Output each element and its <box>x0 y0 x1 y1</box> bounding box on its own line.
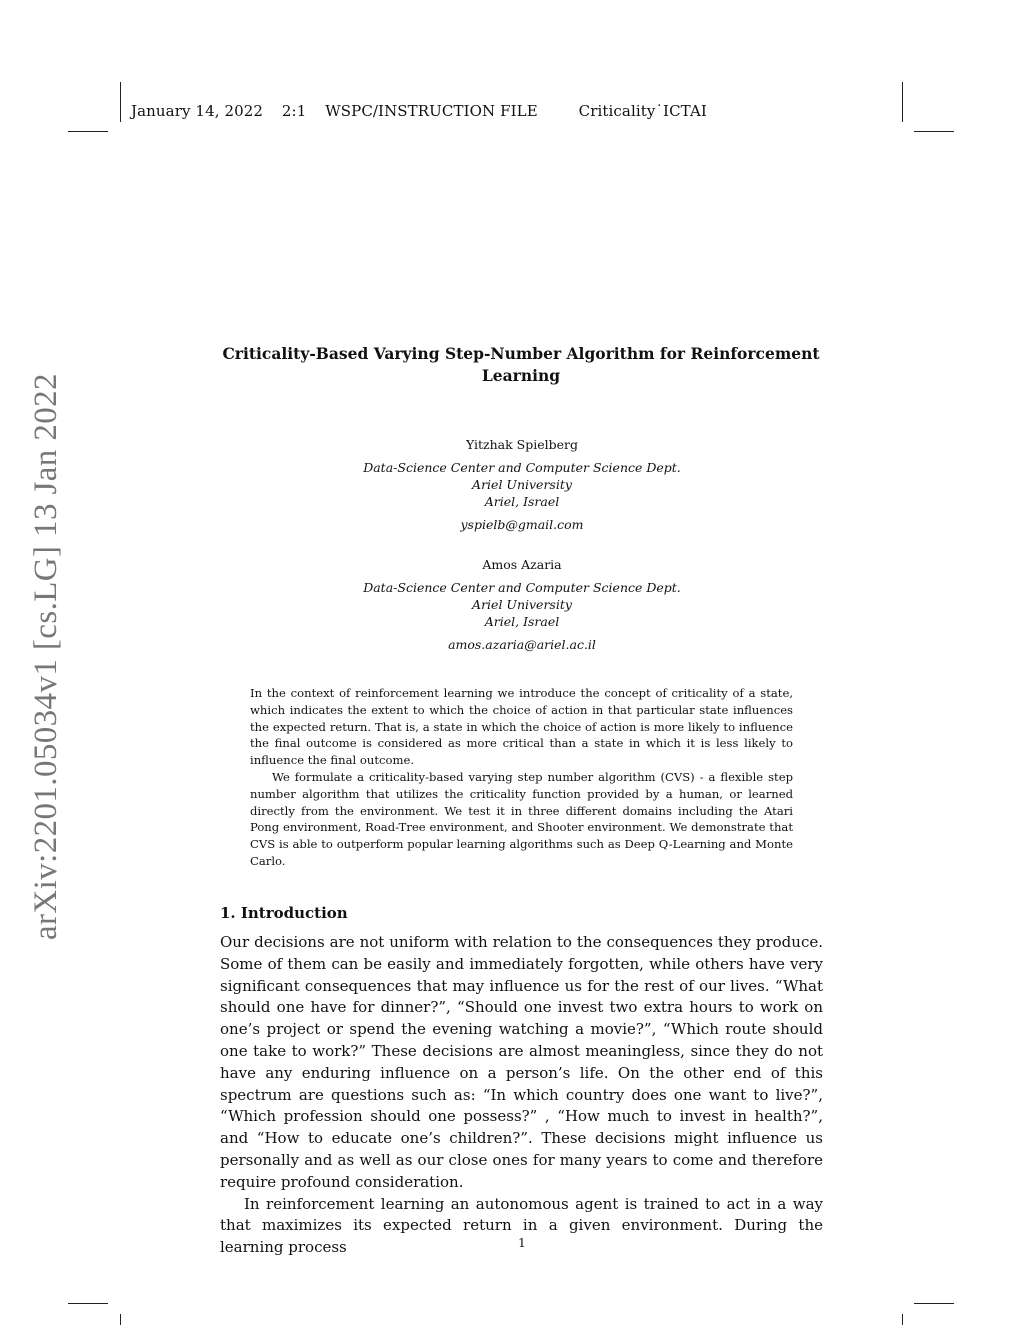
author-affiliation: Data-Science Center and Computer Science Dept. <box>363 460 681 475</box>
author-email: amos.azaria@ariel.ac.il <box>448 637 596 652</box>
crop-mark-top-left-horizontal <box>68 131 108 132</box>
running-head-file-type: WSPC/INSTRUCTION FILE <box>325 102 538 120</box>
running-head <box>131 102 721 120</box>
author-affiliation: Data-Science Center and Computer Science Dept. <box>363 580 681 595</box>
paper-title: Criticality-Based Varying Step-Number Algorithm for Reinforcement Learning <box>222 344 820 385</box>
body-paragraph: Our decisions are not uniform with relation to the consequences they produce. Some of them can be easily and immediately forgotten, while others have very significant consequences that may influence us for the rest of our lives. “What should one have for dinner?”, “Should one invest two extra hours to work on one’s project or spend the evening watching a movie?”, “Which route should one take to work?” These decisions are almost meaningless, since they do not have any enduring influence on a person’s life. On the other end of this spectrum are questions such as: “In which country does one want to live?”, “Which profession should one possess?” , “How much to invest in health?”, and “How to educate one’s children?”. These decisions might influence us personally and as well as our close ones for many years to come and therefore require profound consideration. <box>220 933 823 1191</box>
author-block-1 <box>222 436 822 533</box>
section-heading-introduction: 1. Introduction <box>220 904 348 922</box>
author-affiliation: Ariel, Israel <box>484 614 560 629</box>
author-name: Yitzhak Spielberg <box>465 437 579 452</box>
body-paragraph: In reinforcement learning an autonomous agent is trained to act in a way that maximizes its expected return in a given environment. During the learning process <box>220 1194 823 1257</box>
crop-mark-top-right-vertical <box>902 82 903 122</box>
crop-mark-bottom-right-horizontal <box>914 1303 954 1304</box>
author-affiliation: Ariel University <box>472 477 572 492</box>
author-block-2 <box>222 556 822 653</box>
author-name: Amos Azaria <box>482 557 562 572</box>
abstract-paragraph: In the context of reinforcement learning we introduce the concept of criticality of a state, which indicates the extent to which the choice of action in that particular state influences the expected return. That is, a state in which the choice of action is more likely to influence the final outcome is considered as more critical than a state in which it is less likely to influence the final outcome. <box>250 686 793 768</box>
author-affiliation: Ariel University <box>472 597 572 612</box>
running-head-time: 2:1 <box>281 102 307 120</box>
author-email: yspielb@gmail.com <box>460 517 584 532</box>
crop-mark-top-left-vertical <box>120 82 121 122</box>
crop-mark-bottom-right-vertical <box>902 1314 903 1325</box>
abstract-paragraph: We formulate a criticality-based varying step number algorithm (CVS) - a flexible step number algorithm that utilizes the criticality function provided by a human, or learned directly from the environment. We test it in three different domains including the Atari Pong environment, Road-Tree environment, and Shooter environment. We demonstrate that CVS is able to outperform popular learning algorithms such as Deep Q-Learning and Monte Carlo. <box>250 769 793 868</box>
page-number: 1 <box>518 1236 526 1250</box>
crop-mark-bottom-left-vertical <box>120 1314 121 1325</box>
arxiv-stamp-container <box>26 360 66 940</box>
running-head-date: January 14, 2022 <box>131 102 264 120</box>
author-affiliation: Ariel, Israel <box>484 494 560 509</box>
arxiv-stamp: arXiv:2201.05034v1 [cs.LG] 13 Jan 2022 <box>28 373 64 940</box>
introduction-body <box>220 932 823 1259</box>
abstract <box>250 685 793 870</box>
crop-mark-top-right-horizontal <box>914 131 954 132</box>
crop-mark-bottom-left-horizontal <box>68 1303 108 1304</box>
running-head-file-name: Criticality˙ICTAI <box>578 102 707 120</box>
